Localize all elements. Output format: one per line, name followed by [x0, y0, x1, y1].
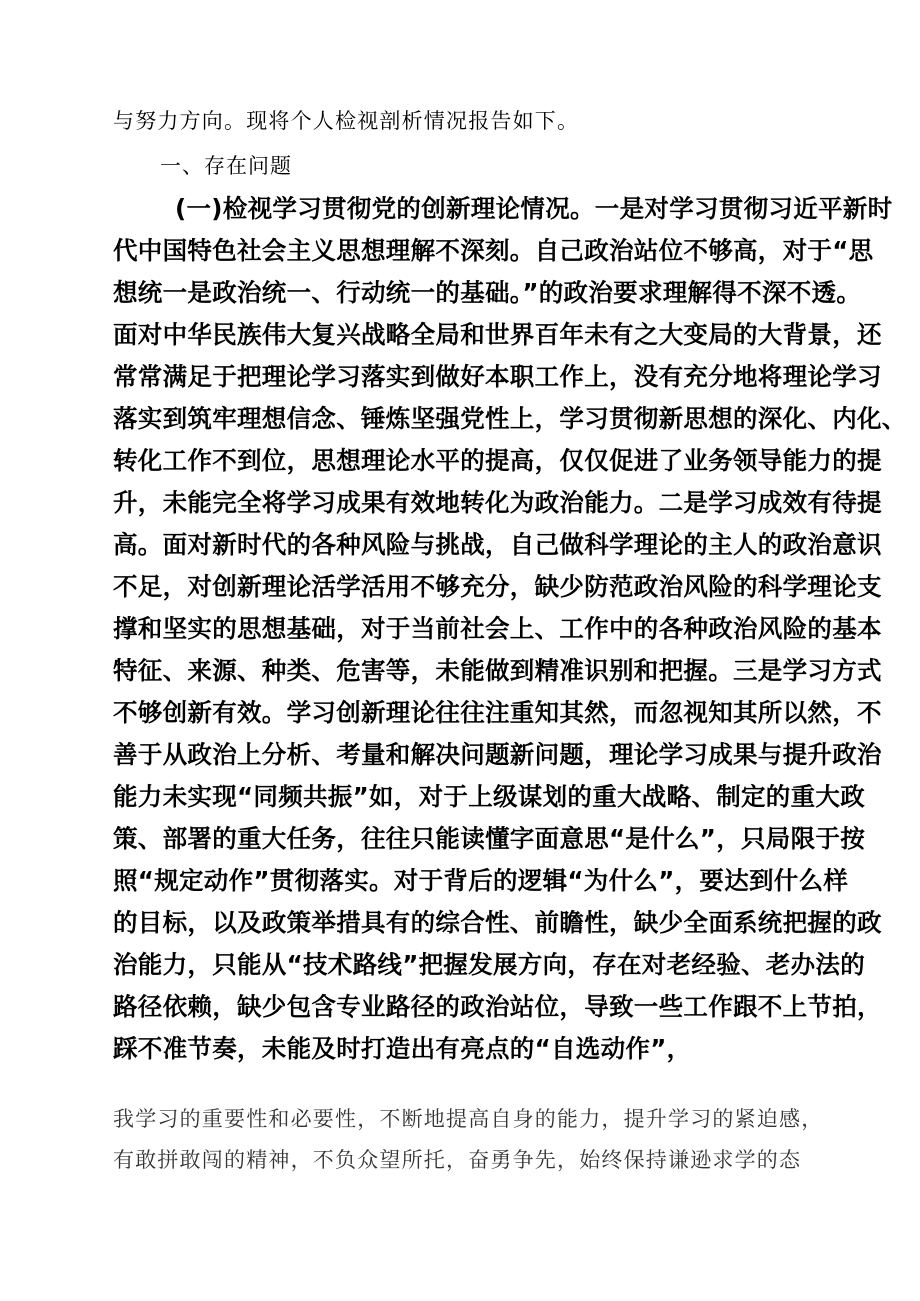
- text-line-9: 转化工作不到位，思想理论水平的提高，仅仅促进了业务领导能力的提: [113, 446, 882, 475]
- text-line-7: 常常满足于把理论学习落实到做好本职工作上，没有充分地将理论学习: [113, 362, 882, 391]
- text-line-6: 面对中华民族伟大复兴战略全局和世界百年未有之大变局的大背景，还: [113, 320, 882, 349]
- section-heading: 一、存在问题: [160, 154, 292, 178]
- text-line-23: 踩不准节奏，未能及时打造出有亮点的“自选动作”，: [113, 1034, 692, 1063]
- text-line-3: (一)检视学习贯彻党的创新理论情况。一是对学习贯彻习近平新时: [175, 194, 893, 223]
- text-line-5: 想统一是政治统一、行动统一的基础。”的政治要求理解得不深不透。: [113, 278, 862, 307]
- text-line-1: 与努力方向。现将个人检视剖析情况报告如下。: [113, 109, 580, 133]
- text-line-8: 落实到筑牢理想信念、锤炼坚强党性上，学习贯彻新思想的深化、内化、: [113, 404, 907, 433]
- text-line-13: 撑和坚实的思想基础，对于当前社会上、工作中的各种政治风险的基本: [113, 614, 882, 643]
- text-line-25: 有敢拼敢闯的精神，不负众望所托，奋勇争先，始终保持谦逊求学的态: [113, 1148, 802, 1172]
- text-line-20: 的目标，以及政策举措具有的综合性、前瞻性，缺少全面系统把握的政: [113, 908, 882, 937]
- text-line-22: 路径依赖，缺少包含专业路径的政治站位，导致一些工作跟不上节拍，: [113, 992, 882, 1021]
- text-line-15: 不够创新有效。学习创新理论往往注重知其然，而忽视知其所以然，不: [113, 698, 882, 727]
- text-line-17: 能力未实现“同频共振”如，对于上级谋划的重大战略、制定的重大政: [113, 782, 866, 811]
- text-line-19: 照“规定动作”贯彻落实。对于背后的逻辑“为什么”，要达到什么样: [113, 866, 849, 895]
- text-line-24: 我学习的重要性和必要性，不断地提高自身的能力，提升学习的紧迫感，: [113, 1107, 824, 1131]
- text-line-11: 高。面对新时代的各种风险与挑战，自己做科学理论的主人的政治意识: [113, 530, 882, 559]
- text-line-4: 代中国特色社会主义思想理解不深刻。自己政治站位不够高，对于“思: [113, 236, 874, 265]
- text-line-18: 策、部署的重大任务，往往只能读懂字面意思“是什么”，只局限于按: [113, 824, 866, 853]
- text-line-16: 善于从政治上分析、考量和解决问题新问题，理论学习成果与提升政治: [113, 740, 882, 769]
- text-line-21: 治能力，只能从“技术路线”把握发展方向，存在对老经验、老办法的: [113, 950, 866, 979]
- text-line-10: 升，未能完全将学习成果有效地转化为政治能力。二是学习成效有待提: [113, 488, 882, 517]
- text-line-14: 特征、来源、种类、危害等，未能做到精准识别和把握。三是学习方式: [113, 656, 882, 685]
- text-line-12: 不足，对创新理论活学活用不够充分，缺少防范政治风险的科学理论支: [113, 572, 882, 601]
